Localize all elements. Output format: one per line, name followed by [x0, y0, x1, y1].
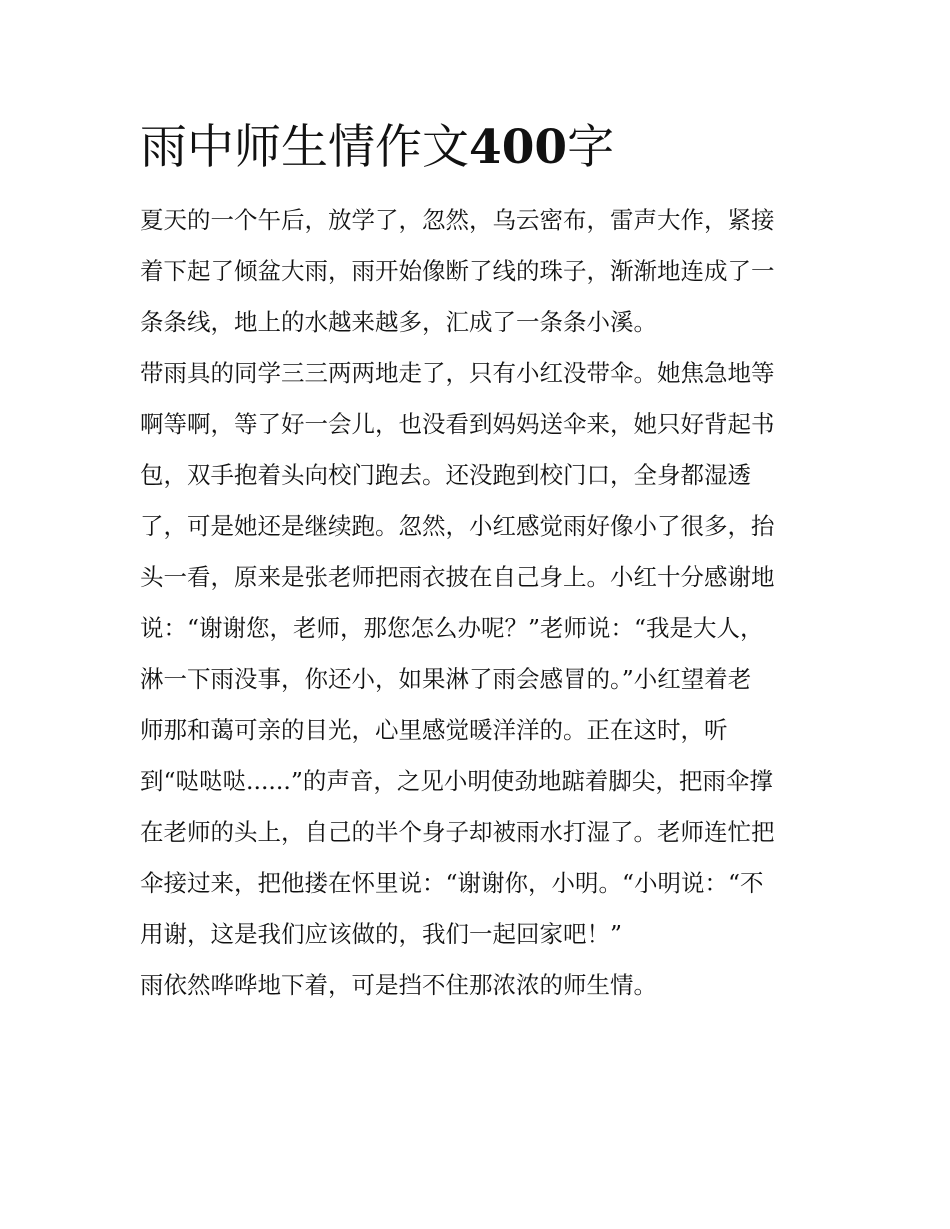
text-line: 带雨具的同学三三两两地走了，只有小红没带伞。她焦急地等: [140, 359, 775, 387]
text-line: 包，双手抱着头向校门跑去。还没跑到校门口，全身都湿透: [140, 461, 751, 489]
title-number: 400: [469, 120, 568, 175]
text-line: 了，可是她还是继续跑。忽然，小红感觉雨好像小了很多，抬: [140, 512, 775, 540]
text-line: 淋一下雨没事，你还小，如果淋了雨会感冒的。”小红望着老: [140, 665, 752, 693]
text-line: 到“哒哒哒......”的声音，之见小明使劲地踮着脚尖，把雨伞撑: [140, 767, 773, 795]
essay-body: [140, 195, 820, 1011]
document-title: [140, 118, 614, 178]
text-line: 啊等啊，等了好一会儿，也没看到妈妈送伞来，她只好背起书: [140, 410, 775, 438]
text-line: 雨依然哗哗地下着，可是挡不住那浓浓的师生情。: [140, 971, 657, 999]
text-line: 师那和蔼可亲的目光，心里感觉暖洋洋的。正在这时，听: [140, 716, 728, 744]
text-line: 伞接过来，把他搂在怀里说：“谢谢你，小明。“小明说：“不: [140, 869, 764, 897]
text-line: 用谢，这是我们应该做的，我们一起回家吧！”: [140, 920, 623, 948]
title-main-text: 雨中师生情作文: [140, 120, 469, 175]
text-line: 说：“谢谢您，老师，那您怎么办呢？”老师说：“我是大人，: [140, 614, 764, 642]
text-line: 条条线，地上的水越来越多，汇成了一条条小溪。: [140, 308, 657, 336]
text-line: 夏天的一个午后，放学了，忽然，乌云密布，雷声大作，紧接: [140, 206, 775, 234]
text-line: 着下起了倾盆大雨，雨开始像断了线的珠子，渐渐地连成了一: [140, 257, 775, 285]
title-tail-text: 字: [567, 120, 615, 175]
text-line: 头一看，原来是张老师把雨衣披在自己身上。小红十分感谢地: [140, 563, 775, 591]
text-line: 在老师的头上，自己的半个身子却被雨水打湿了。老师连忙把: [140, 818, 775, 846]
